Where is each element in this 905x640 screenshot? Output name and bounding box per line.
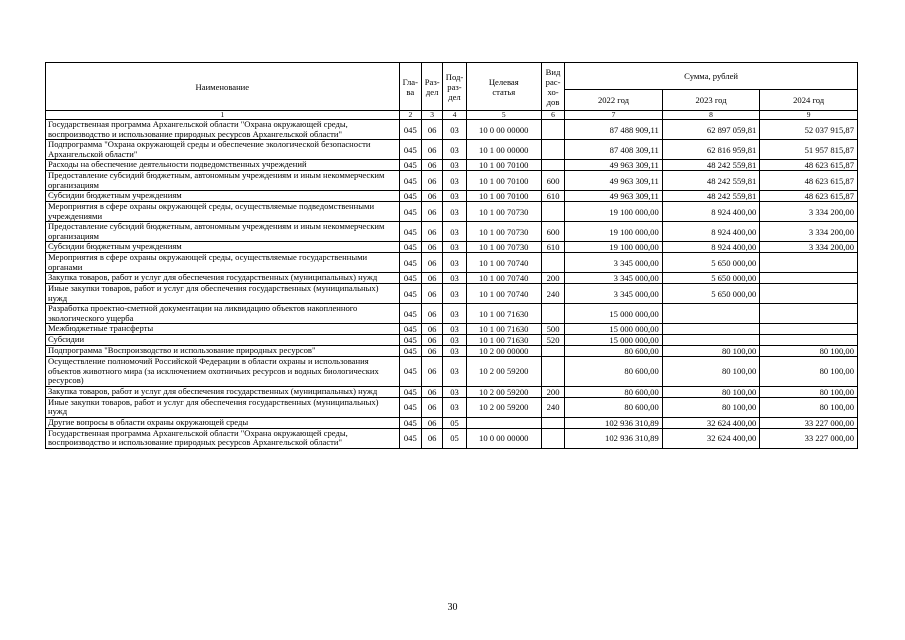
row-podrazdel: 03	[443, 171, 466, 191]
row-razdel: 06	[421, 324, 442, 335]
row-razdel: 06	[421, 428, 442, 448]
table-row	[46, 324, 858, 335]
row-sum-2024: 52 037 915,87	[760, 120, 858, 140]
column-index: 6	[541, 111, 564, 120]
row-podrazdel: 03	[443, 191, 466, 202]
row-vid: 610	[541, 242, 564, 253]
row-sum-2024: 3 334 200,00	[760, 242, 858, 253]
row-sum-2022: 15 000 000,00	[565, 304, 663, 324]
row-razdel: 06	[421, 140, 442, 160]
table-row	[46, 171, 858, 191]
header-name: Наименование	[46, 63, 400, 111]
row-razdel: 06	[421, 397, 442, 417]
table-row	[46, 417, 858, 428]
row-glava: 045	[399, 357, 421, 387]
row-target: 10 1 00 71630	[466, 304, 541, 324]
row-sum-2023: 5 650 000,00	[662, 253, 760, 273]
header-podrazdel: Под- раз- дел	[443, 63, 466, 111]
row-vid: 200	[541, 273, 564, 284]
row-podrazdel: 03	[443, 222, 466, 242]
row-sum-2024: 48 623 615,87	[760, 191, 858, 202]
row-glava: 045	[399, 304, 421, 324]
row-razdel: 06	[421, 273, 442, 284]
row-glava: 045	[399, 171, 421, 191]
row-podrazdel: 03	[443, 346, 466, 357]
row-sum-2022: 19 100 000,00	[565, 202, 663, 222]
row-vid: 610	[541, 191, 564, 202]
row-glava: 045	[399, 242, 421, 253]
row-vid: 600	[541, 171, 564, 191]
table-row	[46, 120, 858, 140]
row-target: 10 0 00 00000	[466, 120, 541, 140]
row-target: 10 1 00 00000	[466, 140, 541, 160]
row-target: 10 2 00 00000	[466, 346, 541, 357]
row-sum-2022: 19 100 000,00	[565, 242, 663, 253]
row-sum-2024: 80 100,00	[760, 397, 858, 417]
row-name: Расходы на обеспечение деятельности подведомственных учреждений	[46, 160, 400, 171]
row-sum-2023: 5 650 000,00	[662, 273, 760, 284]
row-vid	[541, 253, 564, 273]
row-razdel: 06	[421, 253, 442, 273]
table-row	[46, 304, 858, 324]
row-sum-2022: 3 345 000,00	[565, 284, 663, 304]
row-sum-2022: 87 488 909,11	[565, 120, 663, 140]
row-target: 10 2 00 59200	[466, 357, 541, 387]
row-sum-2022: 49 963 309,11	[565, 191, 663, 202]
row-podrazdel: 03	[443, 242, 466, 253]
table-row	[46, 202, 858, 222]
row-name: Предоставление субсидий бюджетным, автономным учреждениям и иным некоммерческим организациям	[46, 222, 400, 242]
row-target: 10 1 00 70740	[466, 253, 541, 273]
row-sum-2023	[662, 304, 760, 324]
row-name: Осуществление полномочий Российской Федерации в области охраны и использования объектов животного мира (за исключением охотничьих ресурсов и водных биологических ресурсов)	[46, 357, 400, 387]
row-name: Подпрограмма "Охрана окружающей среды и обеспечение экологической безопасности Архангельской области"	[46, 140, 400, 160]
table-body	[46, 120, 858, 449]
row-target	[466, 417, 541, 428]
row-sum-2022: 87 408 309,11	[565, 140, 663, 160]
header-glava: Гла- ва	[399, 63, 421, 111]
table-row	[46, 191, 858, 202]
row-podrazdel: 03	[443, 304, 466, 324]
row-vid	[541, 346, 564, 357]
row-sum-2024	[760, 304, 858, 324]
row-sum-2022: 49 963 309,11	[565, 160, 663, 171]
row-sum-2022: 80 600,00	[565, 357, 663, 387]
row-target: 10 1 00 70100	[466, 191, 541, 202]
row-sum-2023: 62 816 959,81	[662, 140, 760, 160]
column-index: 1	[46, 111, 400, 120]
row-sum-2022: 3 345 000,00	[565, 273, 663, 284]
row-sum-2022: 80 600,00	[565, 397, 663, 417]
table-row	[46, 428, 858, 448]
row-razdel: 06	[421, 160, 442, 171]
row-name: Межбюджетные трансферты	[46, 324, 400, 335]
row-sum-2024: 3 334 200,00	[760, 222, 858, 242]
row-name: Закупка товаров, работ и услуг для обеспечения государственных (муниципальных) нужд	[46, 386, 400, 397]
row-target: 10 1 00 70730	[466, 222, 541, 242]
row-vid	[541, 428, 564, 448]
row-target: 10 0 00 00000	[466, 428, 541, 448]
row-glava: 045	[399, 346, 421, 357]
row-sum-2024: 80 100,00	[760, 357, 858, 387]
row-vid	[541, 202, 564, 222]
row-razdel: 06	[421, 284, 442, 304]
row-glava: 045	[399, 160, 421, 171]
column-index: 4	[443, 111, 466, 120]
column-index: 9	[760, 111, 858, 120]
row-target: 10 1 00 70730	[466, 202, 541, 222]
row-name: Подпрограмма "Воспроизводство и использование природных ресурсов"	[46, 346, 400, 357]
row-name: Субсидии	[46, 335, 400, 346]
row-sum-2024	[760, 335, 858, 346]
row-glava: 045	[399, 324, 421, 335]
row-vid: 520	[541, 335, 564, 346]
table-row	[46, 222, 858, 242]
row-glava: 045	[399, 397, 421, 417]
row-sum-2023	[662, 324, 760, 335]
row-vid: 600	[541, 222, 564, 242]
row-vid	[541, 140, 564, 160]
row-razdel: 06	[421, 191, 442, 202]
row-name: Субсидии бюджетным учреждениям	[46, 242, 400, 253]
row-podrazdel: 03	[443, 357, 466, 387]
table-row	[46, 284, 858, 304]
row-name: Закупка товаров, работ и услуг для обеспечения государственных (муниципальных) нужд	[46, 273, 400, 284]
row-podrazdel: 03	[443, 273, 466, 284]
row-sum-2024: 80 100,00	[760, 386, 858, 397]
row-sum-2024: 48 623 615,87	[760, 171, 858, 191]
row-name: Предоставление субсидий бюджетным, автономным учреждениям и иным некоммерческим организациям	[46, 171, 400, 191]
row-glava: 045	[399, 140, 421, 160]
row-razdel: 06	[421, 346, 442, 357]
row-target: 10 2 00 59200	[466, 386, 541, 397]
column-index: 8	[662, 111, 760, 120]
row-sum-2024	[760, 284, 858, 304]
row-sum-2022: 15 000 000,00	[565, 324, 663, 335]
row-vid: 200	[541, 386, 564, 397]
row-glava: 045	[399, 284, 421, 304]
table-row	[46, 357, 858, 387]
row-vid: 500	[541, 324, 564, 335]
table-row	[46, 273, 858, 284]
row-razdel: 06	[421, 222, 442, 242]
row-podrazdel: 03	[443, 120, 466, 140]
row-sum-2022: 19 100 000,00	[565, 222, 663, 242]
column-index: 3	[421, 111, 442, 120]
row-podrazdel: 03	[443, 202, 466, 222]
row-sum-2023: 48 242 559,81	[662, 191, 760, 202]
row-sum-2023: 80 100,00	[662, 397, 760, 417]
row-name: Государственная программа Архангельской области "Охрана окружающей среды, воспроизводство и использование природных ресурсов Архангельской области"	[46, 428, 400, 448]
row-target: 10 1 00 70730	[466, 242, 541, 253]
row-sum-2023: 62 897 059,81	[662, 120, 760, 140]
row-sum-2024: 33 227 000,00	[760, 428, 858, 448]
row-target: 10 1 00 70100	[466, 171, 541, 191]
row-podrazdel: 03	[443, 324, 466, 335]
row-glava: 045	[399, 191, 421, 202]
header-year-2022: 2022 год	[565, 90, 663, 111]
column-index: 7	[565, 111, 663, 120]
column-index: 2	[399, 111, 421, 120]
table-row	[46, 397, 858, 417]
row-razdel: 06	[421, 417, 442, 428]
row-target: 10 1 00 70740	[466, 273, 541, 284]
row-sum-2022: 49 963 309,11	[565, 171, 663, 191]
row-name: Государственная программа Архангельской области "Охрана окружающей среды, воспроизводство и использование природных ресурсов Архангельской области"	[46, 120, 400, 140]
budget-table	[45, 62, 858, 449]
header-vid: Вид рас- хо- дов	[541, 63, 564, 111]
page-number: 30	[447, 602, 458, 613]
row-sum-2023: 80 100,00	[662, 357, 760, 387]
row-sum-2024: 48 623 615,87	[760, 160, 858, 171]
row-sum-2023: 8 924 400,00	[662, 222, 760, 242]
row-target: 10 1 00 70740	[466, 284, 541, 304]
row-target: 10 1 00 71630	[466, 335, 541, 346]
row-podrazdel: 03	[443, 253, 466, 273]
table-row	[46, 242, 858, 253]
row-sum-2023: 48 242 559,81	[662, 160, 760, 171]
row-podrazdel: 03	[443, 386, 466, 397]
row-vid	[541, 304, 564, 324]
row-sum-2022: 102 936 310,89	[565, 417, 663, 428]
table-row	[46, 346, 858, 357]
row-glava: 045	[399, 120, 421, 140]
row-sum-2022: 80 600,00	[565, 386, 663, 397]
table-row	[46, 386, 858, 397]
row-razdel: 06	[421, 386, 442, 397]
row-razdel: 06	[421, 171, 442, 191]
row-vid	[541, 357, 564, 387]
row-razdel: 06	[421, 357, 442, 387]
table-row	[46, 253, 858, 273]
row-podrazdel: 05	[443, 417, 466, 428]
row-name: Мероприятия в сфере охраны окружающей среды, осуществляемые государственными органами	[46, 253, 400, 273]
row-podrazdel: 03	[443, 160, 466, 171]
row-vid	[541, 160, 564, 171]
row-glava: 045	[399, 253, 421, 273]
row-name: Мероприятия в сфере охраны окружающей среды, осуществляемые подведомственными учреждениями	[46, 202, 400, 222]
row-sum-2024	[760, 253, 858, 273]
row-target: 10 1 00 71630	[466, 324, 541, 335]
row-vid: 240	[541, 284, 564, 304]
row-name: Иные закупки товаров, работ и услуг для обеспечения государственных (муниципальных) нужд	[46, 397, 400, 417]
row-sum-2023: 32 624 400,00	[662, 428, 760, 448]
row-sum-2022: 102 936 310,89	[565, 428, 663, 448]
row-sum-2023: 8 924 400,00	[662, 202, 760, 222]
header-sum: Сумма, рублей	[565, 63, 858, 90]
row-glava: 045	[399, 335, 421, 346]
row-glava: 045	[399, 386, 421, 397]
row-sum-2023: 80 100,00	[662, 346, 760, 357]
row-razdel: 06	[421, 335, 442, 346]
row-sum-2024: 80 100,00	[760, 346, 858, 357]
row-podrazdel: 05	[443, 428, 466, 448]
row-glava: 045	[399, 428, 421, 448]
row-glava: 045	[399, 202, 421, 222]
header-year-2023: 2023 год	[662, 90, 760, 111]
row-sum-2024: 51 957 815,87	[760, 140, 858, 160]
row-podrazdel: 03	[443, 284, 466, 304]
table-row	[46, 335, 858, 346]
row-razdel: 06	[421, 242, 442, 253]
header-razdel: Раз- дел	[421, 63, 442, 111]
row-sum-2023: 8 924 400,00	[662, 242, 760, 253]
row-razdel: 06	[421, 202, 442, 222]
row-razdel: 06	[421, 120, 442, 140]
row-podrazdel: 03	[443, 335, 466, 346]
row-podrazdel: 03	[443, 140, 466, 160]
row-name: Субсидии бюджетным учреждениям	[46, 191, 400, 202]
row-sum-2023: 32 624 400,00	[662, 417, 760, 428]
row-target: 10 1 00 70100	[466, 160, 541, 171]
row-glava: 045	[399, 273, 421, 284]
row-sum-2023	[662, 335, 760, 346]
row-razdel: 06	[421, 304, 442, 324]
row-glava: 045	[399, 222, 421, 242]
row-sum-2022: 80 600,00	[565, 346, 663, 357]
row-target: 10 2 00 59200	[466, 397, 541, 417]
row-glava: 045	[399, 417, 421, 428]
table-row	[46, 140, 858, 160]
table-row	[46, 160, 858, 171]
row-sum-2024: 33 227 000,00	[760, 417, 858, 428]
row-vid	[541, 417, 564, 428]
column-index: 5	[466, 111, 541, 120]
row-name: Другие вопросы в области охраны окружающей среды	[46, 417, 400, 428]
header-year-2024: 2024 год	[760, 90, 858, 111]
row-podrazdel: 03	[443, 397, 466, 417]
row-name: Иные закупки товаров, работ и услуг для обеспечения государственных (муниципальных) нужд	[46, 284, 400, 304]
row-sum-2022: 3 345 000,00	[565, 253, 663, 273]
row-sum-2024	[760, 324, 858, 335]
row-sum-2023: 80 100,00	[662, 386, 760, 397]
row-vid: 240	[541, 397, 564, 417]
row-sum-2022: 15 000 000,00	[565, 335, 663, 346]
row-sum-2024	[760, 273, 858, 284]
row-sum-2023: 5 650 000,00	[662, 284, 760, 304]
row-sum-2024: 3 334 200,00	[760, 202, 858, 222]
row-sum-2023: 48 242 559,81	[662, 171, 760, 191]
row-vid	[541, 120, 564, 140]
row-name: Разработка проектно-сметной документации на ликвидацию объектов накопленного экологического ущерба	[46, 304, 400, 324]
header-target: Целевая статья	[466, 63, 541, 111]
